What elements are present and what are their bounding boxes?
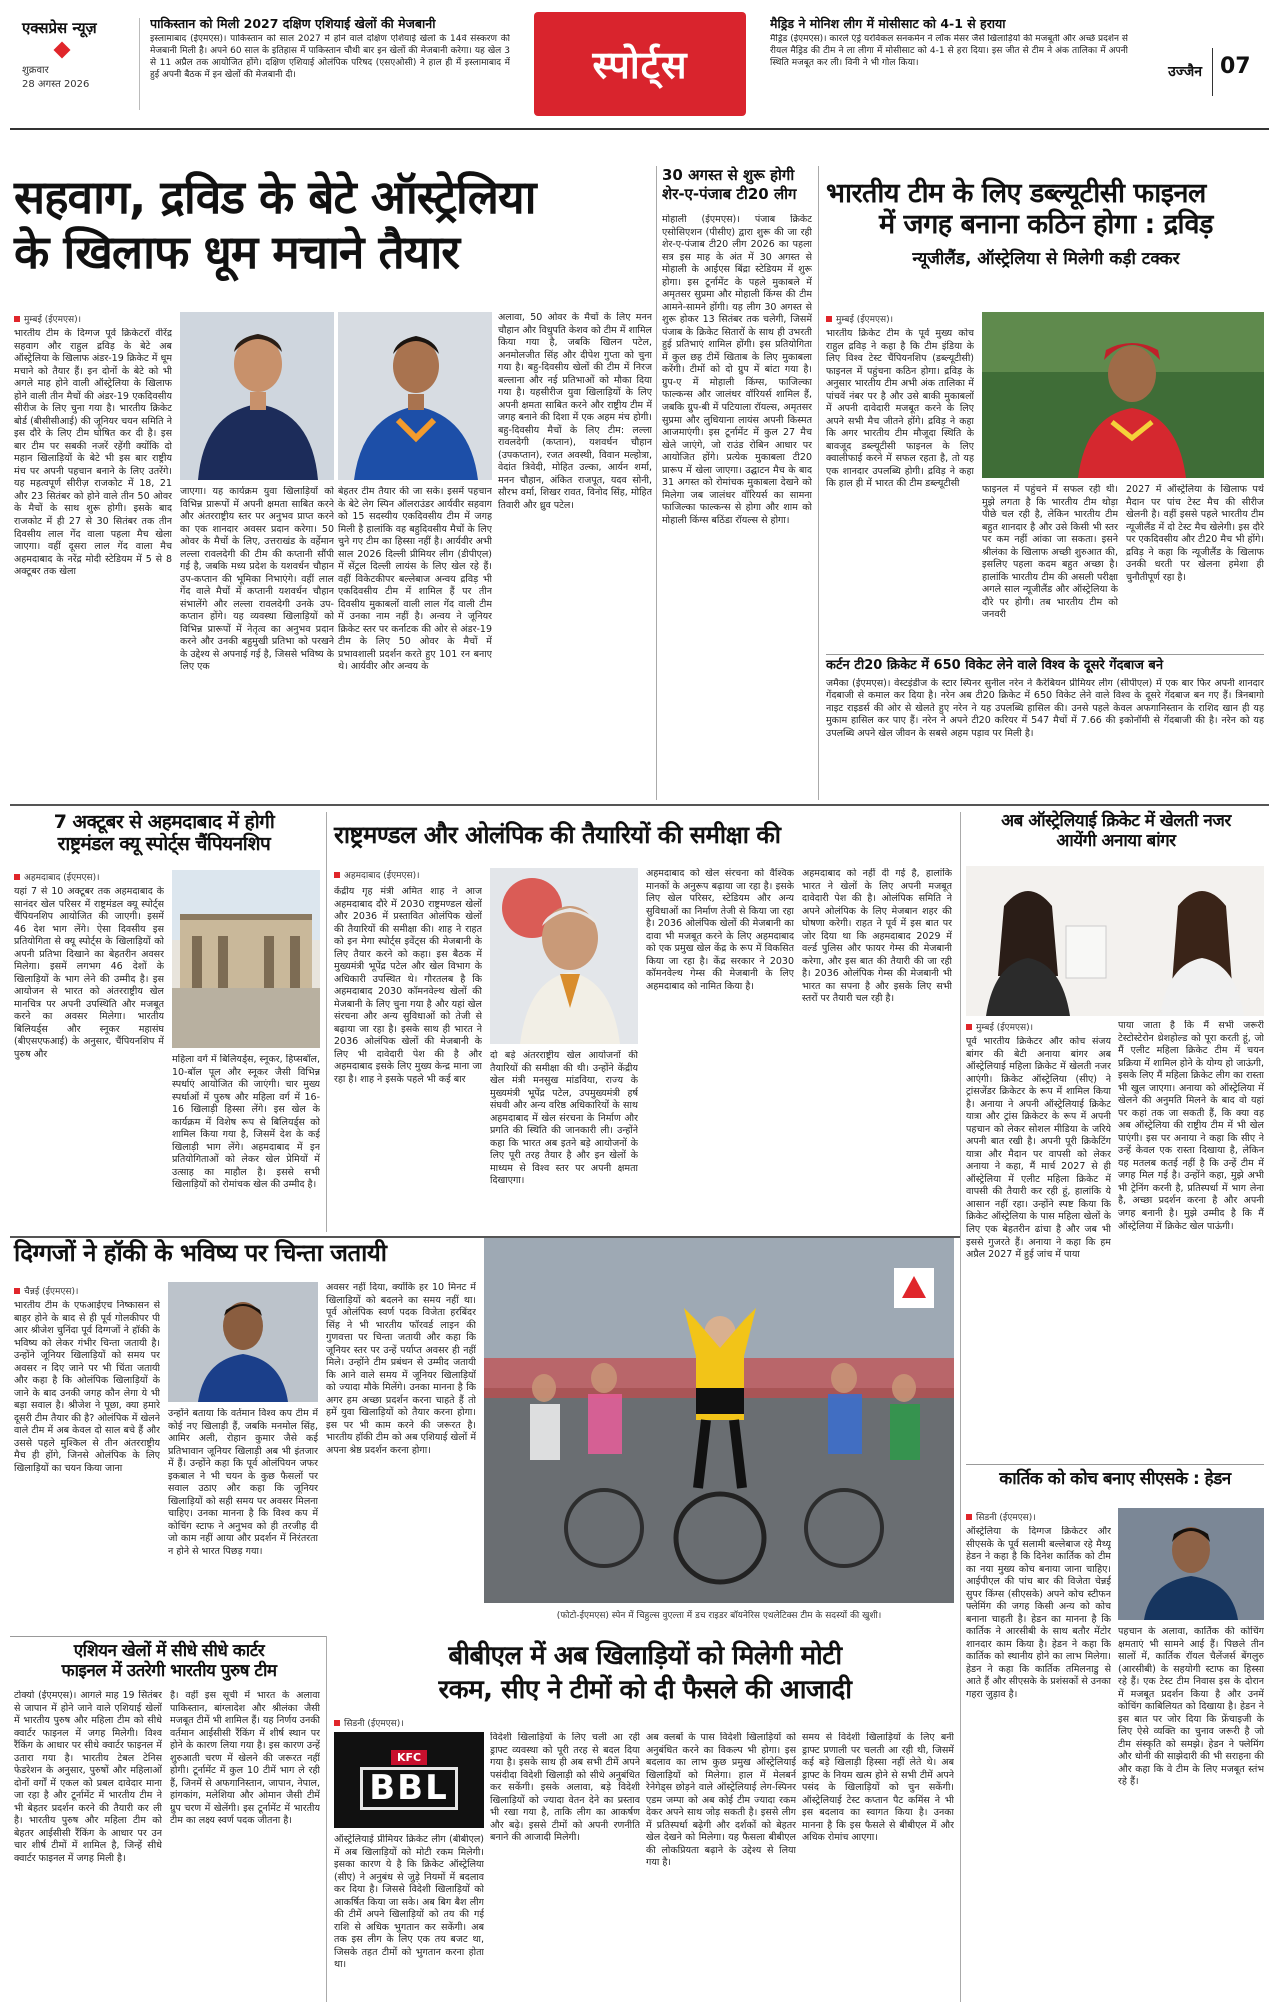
issue-day: शुक्रवार (22, 65, 49, 76)
byline-marker-icon (966, 1024, 972, 1030)
karthik-dateline: सिडनी (ईएमएस)। (976, 1513, 1036, 1523)
photo-karthik (1118, 1508, 1264, 1620)
brief-left (150, 16, 510, 116)
page-number: 07 (1220, 54, 1251, 79)
photo-sports-complex (172, 870, 320, 1048)
anaya-byline (966, 1020, 1033, 1037)
hockey-title: दिग्गजों ने हॉकी के भविष्य पर चिन्ता जतायी (14, 1239, 387, 1267)
olympic-review-headline (334, 822, 962, 850)
main-headline-line2: के खिलाफ धूम मचाने तैयार (14, 225, 460, 280)
dravid-col1: भारतीय क्रिकेट टीम के पूर्व मुख्य कोच राहुल द्रविड़ ने कहा है कि टीम इंडिया के लिए विश्व टेस्ट चैंपियनशिप (डब्ल्यूटीसी) फाइनल में पहुंचना कठिन होगा। द्रविड़ के अनुसार भारतीय टीम अभी अंक तालिका में पांचवें नंबर पर है और उसे बाकी मुकाबलों में अपनी दावेदारी मजबूत करने के लिए अपने सभी मैच जीतने होंगे। द्रविड़ ने कहा कि अगर भारतीय टीम मौजूदा स्थिति के बावजूद डब्ल्यूटीसी फाइनल के लिए क्वालीफाई करने में सफल रहता है, तो यह एक शानदार उपलब्धि होगी। द्रविड़ ने कहा कि हाल ही में भारत की टीम डब्ल्यूटीसी (826, 328, 974, 490)
punjab-league-headline (662, 166, 812, 204)
main-col3: बेहतर टीम तैयार की जा सके। इसमें पहचान के बेटे लेग स्पिन ऑलराउंडर आर्यवीर सहवाग को 15 सदस्यीय एकदिवसीय टीम में जगह मिली है हालांकि वह बहुदिवसीय मैचों के लिए चुने गए टीम का हिस्सा नहीं है। आर्यवीर अभी साल 2026 दिल्ली प्रीमियर लीग (डीपीएल) में सेंट्रल दिल्ली लायंस के लिए खेल रहे हैं। वहीं विकेटकीपर बल्लेबाज अन्वय द्रविड़ भी एकदिवसीय टीम में शामिल हैं पर तीन दिवसीय मुकाबलों वाली लाल गेंद वाली टीम में उनका नाम नहीं है। अन्वय ने जूनियर क्रिकेट स्तर पर कर्नाटक की ओर से अंडर-19 टीम के लिए 50 ओवर के मैचों में प्रभावशाली प्रदर्शन करते हुए 101 रन बनाए थे। आर्यवीर और अन्वय के (338, 486, 492, 673)
byline-marker-icon (14, 874, 20, 880)
dravid-headline (826, 178, 1266, 269)
bbl-headline-line1: बीबीएल में अब खिलाड़ियों को मिलेगी मोटी (448, 1641, 842, 1671)
hockey-col1: भारतीय टीम के एफआईएच निष्कासन से बाहर होने के बाद से ही पूर्व गोलकीपर पी आर श्रीजेश चुनिंदा पूर्व दिग्गजों ने हॉकी के भविष्य को लेकर गंभीर चिन्ता जतायी है। उन्होंने जूनियर खिलाड़ियों को समय पर अवसर न दिए जाने पर भी चिंता जतायी और कहा है कि ओलंपिक खिलाड़ियों के जाने के बाद उनकी जगह कौन लेगा ये भी बड़ा सवाल है। श्रीजेश ने पूछा, क्या हमारे दूसरी टीम तैयार की है? ओलंपिक में खेलने वाले टीम में अब केवल दो साल बचे हैं और उससे पहले मुश्किल से तीन अंतरराष्ट्रीय मैच ही होंगे, जिनसे ओलंपिक के लिए खिलाड़ियों का चयन किया जाना (14, 1300, 160, 1474)
olympic-review-col1: केंद्रीय गृह मंत्री अमित शाह ने आज अहमदाबाद दौरे में 2030 राष्ट्रमण्डल खेलों और 2036 में प्रस्तावित ओलंपिक खेलों की तैयारियों की समीक्षा की। शाह ने राहत को इन मेगा स्पोर्ट्स इवेंट्स की मेजबानी के लिए तैयार करने को कहा। इस बैठक में मुख्यमंत्री भूपेंद्र पटेल और खेल विभाग के अधिकारी उपस्थित थे। गौरतलब है कि अहमदाबाद 2030 कॉमनवेल्थ खेलों की मेजबानी के लिए चुना गया है और यहां खेल संरचना और अन्य सुविधाओं को तेजी से बढ़ाया जा रहा है। इसके साथ ही भारत ने 2036 ओलंपिक खेलों की मेजबानी के लिए भी दावेदारी पेश की है और अहमदाबाद इसके लिए मुख्य केन्द्र माना जा रहा है। शाह ने इसके पहले भी कई बार (334, 886, 482, 1085)
bbl-col3: समय से विदेशी खिलाड़ियों के लिए बनी ड्राफ्ट प्रणाली पर चलती आ रही थी, जिसमें कई बड़े खिलाड़ी हिस्सा नहीं लेते थे। अब ड्राफ्ट के नियम खत्म होने से सभी टीमें अपने पसंद के खिलाड़ियों को चुन सकेंगी। ऑस्ट्रेलियाई टेस्ट कप्तान पैट कमिंस ने भी इस बदलाव का स्वागत किया है। उनका मानना है कि इस फैसले से बीबीएल में और अधिक रोमांच आएगा। (802, 1732, 954, 1844)
dravid-headline-line1: भारतीय टीम के लिए डब्ल्यूटीसी फाइनल (826, 178, 1206, 209)
dravid-subheadline: न्यूजीलैंड, ऑस्ट्रेलिया से मिलेगी कड़ी टक्कर (912, 249, 1180, 270)
divider-h-asian (10, 1636, 326, 1637)
cue-sports-col1: यहां 7 से 10 अक्टूबर तक अहमदाबाद के सानंदर खेल परिसर में राष्ट्रमंडल क्यू स्पोर्ट्स चैंपियनशिप आयोजित की जाएगी। इसमें 46 देश भाग लेंगे। ऐसा दिवसीय इस प्रतियोगिता से क्यू स्पोर्ट्स के खिलाड़ियों को अपनी प्रतिभा दिखाने का बेहतरीन अवसर मिलेगा। इसमें लगभग 46 देशों के खिलाड़ियों के भाग लेने की उम्मीद है। इस आयोजन से भारत को अंतरराष्ट्रीय खेल मानचित्र पर अपनी उपस्थिति और मजबूत करने का अवसर मिलेगा। भारतीय बिलियर्ड्स और स्नूकर महासंघ (बीएसएफआई) के अनुसार, चैंपियनशिप में पुरुष और (14, 886, 164, 1060)
photo-anvay (338, 312, 492, 480)
divider-v3 (326, 812, 327, 1232)
photo-anaya-figure-icon (966, 866, 1264, 1016)
brief-left-title: पाकिस्तान को मिली 2027 दक्षिण एशियाई खेलों की मेजबानी (150, 16, 436, 31)
byline-marker-icon (826, 316, 832, 322)
divider-h-row1 (10, 804, 1269, 806)
hockey-col2: उन्होंने बताया कि वर्तमान विश्व कप टीम में कोई नए खिलाड़ी हैं, जबकि मनमोल सिंह, आमिर अली, रोहान कुमार जैसे कई प्रतिभावान जूनियर खिलाड़ी अब भी इंतजार में हैं। उन्होंने कहा कि पूर्व ओलंपियन जफर इकबाल ने भी चयन के कुछ फैसलों पर सवाल उठाए और कहा कि जूनियर खिलाड़ियों को सही समय पर अवसर मिलना चाहिए। उनका मानना है कि विश्व कप में कोचिंग स्टाफ ने अनुभव को ही तरजीह दी जो काम नहीं आया और प्रदर्शन में निरंतरता न होने से भारत पिछड़ गया। (168, 1408, 318, 1557)
divider-v4 (960, 812, 961, 2002)
anaya-headline-line2: आयेंगी अनाया बांगर (1056, 830, 1176, 851)
cycling-photo-caption: (फोटो-ईएमएस) स्पेन में चिहुल्स वुएल्ता में डच राइडर बॉयनेरिस एथलेटिक्स टीम के सदस्यों की खुशी। (556, 1611, 882, 1621)
karthik-col2: पहचान के अलावा, कार्तिक की कोचिंग क्षमताएं भी सामने आई हैं। पिछले तीन सालों में, कार्तिक रॉयल चैलेंजर्स बेंगलुरु (आरसीबी) के सहयोगी स्टाफ का हिस्सा रहे हैं। एक टेस्ट टीम निवास इस के दोरान में मजबूत प्रदर्शन किया है और उनमें कोचिंग काबिलियत को दिखाया है। हेडन ने इस बात पर जोर दिया कि फ्रेंचाइजी के लिए ऐसे व्यक्ति का चुनाव जरूरी है जो टीम संस्कृति को समझे। हेडन ने फ्लेमिंग और धोनी की साझेदारी की भी सराहना की और कहा कि वे टीम के लिए मजबूत स्तंभ रहे हैं। (1118, 1626, 1264, 1788)
dravid-col2: फाइनल में पहुंचने में सफल रही थी। मुझे लगता है कि भारतीय टीम थोड़ा पीछे चल रही है, लेकिन भारतीय टीम बहुत शानदार है और उसे किसी भी स्तर पर कम नहीं आंका जा सकता। इसने श्रीलंका के खिलाफ अच्छी शुरुआत की, इसलिए पहला कदम बहुत अच्छा है। हालांकि भारतीय टीम की असली परीक्षा अगले साल न्यूजीलैंड और ऑस्ट्रेलिया के दौरे पर होगी। तब भारतीय टीम को जनवरी (982, 484, 1118, 621)
photo-anaya (966, 866, 1264, 1016)
asian-games-col1: टोक्यो (ईएमएस)। आगले माह 19 सितंबर से जापान में होने जाने वाले एशियाई खेलों में भारतीय पुरुष और महिला टीम को सीधे क्वार्टर फाइनल में जगह मिलेगी। विश्व रैंकिंग के आधार पर सीधे क्वार्टर फाइनल में उतारा गया है। भारतीय टेबल टेनिस फेडरेशन के अनुसार, पुरुषों और महिलाओं दोनों वर्गों में एकल को प्रबल दावेदार माना जा रहा है और टूर्नामेंट में भारतीय टीम ने भी बेहतर प्रदर्शन करने की तैयारी कर ली है। भारतीय पुरुष और महिला टीम को बेहतर आईसीसी रैंकिंग के आधार पर उन चार शीर्ष टीमों में शामिल है, जिन्हें सीधे क्वार्टर फाइनल में जगह मिली है। (14, 1690, 162, 1864)
divider-v1 (656, 166, 657, 800)
karthik-col1: ऑस्ट्रेलिया के दिग्गज क्रिकेटर और सीएसके के पूर्व सलामी बल्लेबाज रहे मैथ्यू हेडन ने कहा है कि दिनेश कार्तिक को टीम का नया मुख्य कोच बनाया जाना चाहिए। आईपीएल की पांच बार की विजेता चेन्नई सुपर किंग्स (सीएसके) अपने कोच स्टीफन फ्लेमिंग की जगह किसी अन्य को कोच बनाना चाहती है। हेडन का मानना है कि कार्तिक ने आरसीबी के साथ बतौर मेंटोर शानदार काम किया है। हेडन ने कहा कि कार्तिक को स्थानीय होने का लाभ मिलेगा। हेडन ने कहा कि कार्तिक तमिलनाडु से आते हैं और सीएसके के प्रशंसकों से उनका गहरा जुड़ाव है। (966, 1526, 1111, 1700)
bbl-logo (334, 1732, 484, 1828)
anaya-dateline: मुम्बई (ईएमएस)। (976, 1023, 1033, 1033)
narine-box (826, 658, 1264, 798)
anaya-col2: पाया जाता है कि मैं सभी जरूरी टेस्टोस्टेरोन थ्रेशहोल्ड को पूरा करती हूं, जो मैं एलीट महिला क्रिकेट टीम में चयन प्रक्रिया में शामिल होने के योग्य हो जाऊंगी, इसके लिए मैं महिला क्रिकेट लीग का रास्ता भी खुल जाएगा। अनाया को ऑस्ट्रेलिया में खेलने की अनुमति मिलने के बाद वो यहां पर कहां तक जा सकती हैं, कि क्या वह अब ऑस्ट्रेलिया की राष्ट्रीय टीम में भी खेल पाएंगी। इस पर अनाया ने कहा कि सीए ने उन्हें केवल एक रास्ता दिखाया है, लेकिन यह मतलब कतई नहीं है कि उन्हें टीम में जगह मिल गई है। उन्होंने कहा, मुझे अभी भी ट्रेनिंग करनी है, प्रतिस्पर्धा में भाग लेना है, अच्छा प्रदर्शन करना है और अपनी जगह बनानी है। मुझे उम्मीद है कि मैं ऑस्ट्रेलिया में क्रिकेट खेल पाऊंगी। (1118, 1020, 1264, 1232)
divider-h-right (826, 654, 1264, 655)
anaya-col1: पूर्व भारतीय क्रिकेटर और कोच संजय बांगर की बेटी अनाया बांगर अब ऑस्ट्रेलियाई महिला क्रिकेट में खेलती नजर आएंगी। क्रिकेट ऑस्ट्रेलिया (सीए) ने ट्रांसजेंडर क्रिकेटर के रूप में शामिल किया है। अनाया ने अपनी ऑस्ट्रेलियाई क्रिकेट यात्रा और ट्रांस क्रिकेटर के रूप में अपनी पहचान को लेकर सोशल मीडिया के जरिये अपनी बात रखी है। अपनी पूरी क्रिकेटिंग यात्रा और मैदान पर वापसी को लेकर अनाया ने कहा, मैं मार्च 2027 से ही ऑस्ट्रेलिया में एलीट महिला क्रिकेट में वापसी की तैयारी कर रही हूं, हालांकि ये आसान नहीं रहा। उन्होंने स्पष्ट किया कि क्रिकेट ऑस्ट्रेलिया के पास महिला खेलों के लिए एक बेहतरीन ढांचा है और जब भी इससे गुजरते हैं। अनाया ने कहा कि हम अप्रैल 2027 में हुई जांच में पाया (966, 1036, 1111, 1261)
hockey-byline (14, 1284, 78, 1301)
asian-games-col2: है। वहीं इस सूची में भारत के अलावा पाकिस्तान, बांग्लादेश और श्रीलंका जैसी मजबूत टीमें भी शामिल हैं। यह निर्णय उनकी वर्तमान आईसीसी रैंकिंग में शीर्ष स्थान पर होने के कारण लिया गया है। इस कारण उन्हें शुरुआती चरण में खेलने की जरूरत नहीं होगी। टूर्नामेंट में कुल 10 टीमें भाग ले रही हैं, जिनमें से अफगानिस्तान, जापान, नेपाल, हांगकांग, मलेशिया और ओमान जैसी टीमें ग्रुप चरण में खेलेंगी। इस टूर्नामेंट में भारतीय टीम का लक्ष्य स्वर्ण पदक जीतना है। (170, 1690, 320, 1827)
photo-aryavir-figure-icon (180, 312, 334, 480)
cue-sports-byline (14, 870, 100, 887)
dravid-headline-line2: में जगह बनाना कठिन होगा : द्रविड़ (879, 209, 1213, 241)
cue-sports-dateline: अहमदाबाद (ईएमएस)। (24, 873, 100, 883)
brief-right-title: मैड्रिड ने मोनिश लीग में मोसीसाट को 4-1 से हराया (770, 16, 1006, 31)
main-headline-line1: सहवाग, द्रविड के बेटे ऑस्ट्रेलिया (14, 170, 536, 224)
brand-box (22, 18, 140, 110)
photo-dravid-figure-icon (982, 312, 1264, 478)
asian-games-headline-line2: फाइनल में उतरेगी भारतीय पुरुष टीम (61, 1660, 277, 1681)
header-divider (1212, 48, 1213, 96)
karthik-title: कार्तिक को कोच बनाए सीएसके : हेडन (999, 1469, 1231, 1489)
byline-marker-icon (334, 1720, 340, 1726)
byline-marker-icon (14, 316, 20, 322)
karthik-byline (966, 1510, 1036, 1527)
byline-marker-icon (966, 1514, 972, 1520)
bbl-dateline: सिडनी (ईएमएस)। (344, 1719, 404, 1729)
punjab-league-title: 30 अगस्त से शुरू होगी शेर-ए-पंजाब टी20 लीग (662, 166, 797, 203)
karthik-headline (966, 1470, 1264, 1490)
anaya-headline (966, 812, 1266, 851)
city-name: उज्जैन (1168, 64, 1202, 80)
byline-marker-icon (14, 1288, 20, 1294)
cue-sports-headline-line2: राष्ट्रमंडल क्यू स्पोर्ट्स चैंपियनशिप (57, 832, 271, 855)
main-col2: जाएगा। यह कार्यक्रम युवा खिलाड़ियों को विभिन्न प्रारूपों में अपनी क्षमता साबित करने और अंतरराष्ट्रीय स्तर पर अनुभव प्राप्त करने का एक शानदार अवसर प्रदान करेगा। 50 ओवर के मैचों के लिए, उत्तराखंड के वर्हेमान लल्ला रावलदेगी की टीम की कप्तानी सौंपी गई है, जबकि मध्य प्रदेश के यशवर्धन चौहान उप-कप्तान की भूमिका निभाएंगे। वहीं लाल गेंद वाले मैचों में कप्तानी यशवर्धन चौहान संभालेंगे और लल्ला रावलदेगी उनके उप-कप्तान होंगे। यह व्यवस्था खिलाड़ियों को विभिन्न प्रारूपों में नेतृत्व का अनुभव प्रदान करने और उनकी बहुमुखी प्रतिभा को परखने के उद्देश्य से अपनाई गई है, जिससे भविष्य के लिए एक (180, 486, 334, 673)
anaya-headline-line1: अब ऑस्ट्रेलियाई क्रिकेट में खेलती नजर (1001, 811, 1231, 831)
main-col4: अलावा, 50 ओवर के मैचों के लिए मनन चौहान और विधुपति केशव को टीम में शामिल किया गया है, जबकि खिलन पटेल, अनमोलजीत सिंह और दीपेश गुप्ता को चुना गया है। बहु-दिवसीय खेलों की टीम में निरज बल्लाना और नई प्रतिभाओं को मौका दिया गया है। यहसीरीज युवा खिलाड़ियों के लिए अपनी क्षमता साबित करने और राष्ट्रीय टीम में जगह बनाने की दिशा में एक अहम मंच होगी। बहु-दिवसीय मैचों के लिए टीम: लल्ला रावलदेगी (कप्तान), यशवर्धन चौहान (उपकप्तान), रजत अवस्थी, विवान मल्होत्रा, वेदांत त्रिवेदी, मोहित उल्का, आर्यन शर्मा, मनन चौहान, अंकित राजपूत, यदव सोनी, सौरभ वर्मा, शिखर रावत, विनोद सिंह, मोहित तिवारी और ध्रुव पटेल। (498, 312, 652, 511)
bbl-col2: अब क्लबों के पास विदेशी खिलाड़ियों को अनुबंधित करने का विकल्प भी होगा। इस बदलाव का लाभ कुछ प्रमुख ऑस्ट्रेलियाई खिलाड़ियों को मिलेगा। हाल में मेलबर्न रेनेगेड्स छोड़ने वाले ऑस्ट्रेलियाई लेग-स्पिनर एडम जम्पा को अब कोई टीम ज्यादा रकम देकर अपने साथ जोड़ सकती है। इससे लीग में प्रतिस्पर्धा बढ़ेगी और दर्शकों को बेहतर खेल देखने को मिलेगा। यह फैसला बीबीएल की लोकप्रियता बढ़ाने के उद्देश्य से लिया गया है। (646, 1732, 796, 1869)
bbl-byline (334, 1716, 404, 1733)
olympic-review-col4: अहमदाबाद को नहीं दी गई है, हालांकि भारत ने खेलों के लिए अपनी मजबूत दावेदारी पेश की है। ओलंपिक समिति ने अपने ओलंपिक के लिए मेजबान शहर की घोषणा करेगी। राहत ने पूर्व में इस बात पर जोर दिया था कि अहमदाबाद 2029 में वर्ल्ड पुलिस और फायर गेम्स की मेजबानी करेगा, और इस बात की तैयारी की जा रही है। 2036 ओलंपिक गेम्स की मेजबानी भी भारत का सपना है और इसके लिए सभी स्तरों पर तैयारी चल रही है। (802, 868, 952, 1005)
cue-sports-headline (14, 812, 314, 856)
bbl-logo-text: BBL (360, 1767, 458, 1810)
photo-sreejesh (168, 1282, 318, 1402)
photo-amit-shah-figure-icon (490, 868, 638, 1044)
header-rule (10, 128, 1269, 130)
brief-right (770, 16, 1128, 116)
bbl-col1: विदेशी खिलाड़ियों के लिए चली आ रही ड्राफ्ट व्यवस्था को पूरी तरह से बदल दिया गया है। इसके साथ ही अब सभी टीमें अपने पसंदीदा विदेशी खिलाड़ी को सीधे अनुबंधित कर सकेंगी। इसके अलावा, बड़े विदेशी खिलाड़ियों को ज्यादा वेतन देने का प्रस्ताव भी रखा गया है, ताकि लीग का आकर्षण और बढ़े। इससे टीमों को अपनी रणनीति बनाने की आजादी मिलेगी। (490, 1732, 640, 1844)
masthead (22, 12, 1262, 130)
photo-anvay-figure-icon (338, 312, 492, 480)
brief-right-text: मैड्रिड (ईएमएस)। कारले एंड्रे यरविंकल सनकर्मन ने लॉक मेंसर जैसे खिलाड़ियों की मजबूती और अच्छे प्रदर्शन से रीयल मैड्रिड की टीम ने ला लीगा में मोसीसाट को 4-1 से हरा दिया। इस जीत से टीम ने अंक तालिका में अपनी स्थिति मजबूत कर ली। विनी ने भी गोल किया। (770, 34, 1128, 68)
olympic-review-title: राष्ट्रमण्डल और ओलंपिक की तैयारियों की समीक्षा की (334, 821, 781, 849)
divider-v2 (818, 166, 819, 800)
dravid-byline (826, 312, 893, 329)
punjab-league-text: मोहाली (ईएमएस)। पंजाब क्रिकेट एसोसिएशन (पीसीए) द्वारा शुरू की जा रही शेर-ए-पंजाब टी20 लीग 2026 का पहला सत्र इस माह के अंत में 30 अगस्त से मोहाली के आईएस बिंद्रा स्टेडियम में शुरू होगा। इस टूर्नामेंट के पहले मुकाबले में अमृतसर सुप्रमा और मोहाली किंग्स की टीम आमने-सामने होंगी। यह लीग 30 अगस्त से शुरू होकर 13 सितंबर तक चलेगी, जिसमें पंजाब के क्रिकेट सितारों के साथ ही उभरती हुई प्रतिभाएं शामिल होंगी। इस प्रतियोगिता में कुल छह टीमें खिताब के लिए मुकाबला करेंगी। टीमों को दो ग्रुप में बांटा गया है। ग्रुप-ए में मोहाली किंग्स, फाजिल्का फाल्कन्स और जालंधर वॉरियर्स शामिल हैं, जबकि ग्रुप-बी में पटियाला रॉयल्स, अमृतसर सुप्रमा और लुधियाना लायंस अपनी किस्मत आजमाएंगी। इस टूर्नामेंट में कुल 27 मैच खेले जाएंगे, जो राउंड रोबिन आधार पर आयोजित होंगे। प्रत्येक मुकाबला टी20 प्रारूप में खेला जाएगा। उद्घाटन मैच के बाद 31 अगस्त को रोमांचक मुकाबला देखने को मिलेगा जब जालंधर वॉरियर्स का सामना फाजिल्का फाल्कन्स से होगा और शाम को मोहाली किंग्स बठिंडा रॉयल्स से होगा। (662, 214, 812, 526)
issue-date: 28 अगस्त 2026 (22, 79, 90, 90)
olympic-review-col3: अहमदाबाद को खेल संरचना को वैश्विक मानकों के अनुरूप बढ़ाया जा रहा है। इसके लिए खेल परिसर, स्टेडियम और अन्य सुविधाओं का निर्माण तेजी से किया जा रहा है। 2036 ओलंपिक खेलों की मेजबानी का दावा भी मजबूत करने के लिए अहमदाबाद को एक प्रमुख खेल केंद्र के रूप में विकसित किया जा रहा है। केंद्र सरकार ने 2030 कॉमनवेल्थ गेम्स की मेजबानी के लिए अहमदाबाद को नामित किया है। (646, 868, 794, 992)
olympic-review-byline (334, 868, 420, 885)
main-dateline: मुम्बई (ईएमएस)। (24, 315, 81, 325)
asian-games-headline-line1: एशियन खेलों में सीधे सीधे कार्टर (73, 1641, 265, 1661)
brand-name: एक्सप्रेस न्यूज़ (22, 19, 97, 37)
dravid-dateline: मुम्बई (ईएमएस)। (836, 315, 893, 325)
photo-cycling-race-scene-icon (484, 1238, 954, 1603)
bbl-headline (334, 1640, 956, 1708)
brief-left-text: इस्लामाबाद (ईएमएस)। पाकिस्तान को साल 2027 में होने वाले दक्षिण एशियाई खेलों के 14वें संस्करण की मेजबानी मिली है। अपने 60 साल के इतिहास में पाकिस्तान चौथी बार इन खेलों की मेजबानी करेगा। यह खेल 3 से 11 अप्रैल तक आयोजित होंगे। दक्षिण एशियाई ओलंपिक परिषद (एसएओसी) ने हाल ही में इस्लामाबाद में हुई अपनी बैठक में इन खेलों की मेजबानी दी। (150, 34, 510, 80)
photo-aryavir (180, 312, 334, 480)
photo-sports-complex-building-icon (172, 870, 320, 1048)
main-byline (14, 312, 81, 329)
narine-title: कर्टन टी20 क्रिकेट में 650 विकेट लेने वाले विश्व के दूसरे गेंदबाज बने (826, 658, 1164, 673)
olympic-review-dateline: अहमदाबाद (ईएमएस)। (344, 871, 420, 881)
photo-karthik-figure-icon (1118, 1508, 1264, 1620)
narine-text: जमैका (ईएमएस)। वेस्टइंडीज के स्टार स्पिनर सुनील नरेन ने कैरेबियन प्रीमियर लीग (सीपीएल) में एक बार फिर अपनी शानदार गेंदबाजी से कमाल कर दिया है। नरेन अब टी20 क्रिकेट में 650 विकेट लेने वाले विश्व के दूसरे गेंदबाज बन गए हैं। त्रिनबागो नाइट राइडर्स की ओर से खेलते हुए नरेन ने यह उपलब्धि हासिल की। उनसे पहले केवल अफगानिस्तान के राशिद खान ही यह मुकाम हासिल कर पाए हैं। नरेन ने अपने टी20 करियर में 547 मैचों में 7.66 की इकोनॉमी से गेंदबाजी की है। नरेन को यह उपलब्धि अपने खेल जीवन के सबसे अहम पड़ाव पर मिली है। (826, 677, 1264, 739)
section-title: स्पोर्ट्स (592, 43, 688, 87)
photo-sreejesh-figure-icon (168, 1282, 318, 1402)
photo-amit-shah (490, 868, 638, 1044)
dravid-col3: 2027 में ऑस्ट्रेलिया के खिलाफ पर्थ मैदान पर पांच टेस्ट मैच की सीरीज खेलनी है। वहीं इससे पहले भारतीय टीम न्यूजीलैंड में दो टेस्ट मैच खेलेगी। इस दौरे पर एकदिवसीय और टी20 मैच भी होंगे। द्रविड़ ने कहा कि न्यूजीलैंड के खिलाफ उनकी धरती पर खेलना हमेशा ही चुनौतीपूर्ण रहा है। (1126, 484, 1264, 583)
main-headline (14, 170, 644, 280)
olympic-review-col2: दो बड़े अंतरराष्ट्रीय खेल आयोजनों की तैयारियों की समीक्षा की थी। उन्होंने केंद्रीय खेल मंत्री मनसुख मांडविया, राज्य के मुख्यमंत्री भूपेंद्र पटेल, उपमुख्यमंत्री हर्ष संघवी और अन्य वरिष्ठ अधिकारियों के साथ अहमदाबाद में खेल संरचना के निर्माण और प्रगति की स्थिति की जानकारी ली। उन्होंने कहा कि भारत अब इतने बड़े आयोजनों के लिए पूरी तरह तैयार है और इन खेलों के माध्यम से विश्व स्तर पर अपनी क्षमता दिखाएगा। (490, 1050, 638, 1187)
section-banner (534, 12, 746, 116)
hockey-col3: अवसर नहीं दिया, क्योंकि हर 10 मिनट में खिलाड़ियों को बदलने का समय नहीं था। पूर्व ओलंपिक स्वर्ण पदक विजेता हरबिंदर सिंह ने भी भारतीय फॉरवर्ड लाइन की गुणवत्ता पर चिन्ता जतायी और कहा कि जूनियर स्तर पर उन्हें पर्याप्त अवसर ही नहीं मिले। उन्होंने टीम प्रबंधन से उम्मीद जतायी कि आने वाले समय में जूनियर खिलाड़ियों को ज्यादा मौके मिलेंगे। उनका मानना है कि अगर हम अच्छा प्रदर्शन करना चाहते हैं तो हमें युवा खिलाड़ियों को तैयार करना होगा। इस पर भी काम करने की जरूरत है। भारतीय हॉकी टीम को अब एशियाई खेलों में अपना श्रेष्ठ प्रदर्शन करना होगा। (326, 1282, 476, 1456)
asian-games-headline (14, 1642, 324, 1681)
main-col1: भारतीय टीम के दिग्गज पूर्व क्रिकेटरों वीरेंद्र सहवाग और राहुल द्रविड़ के बेटे अब ऑस्ट्रेलिया के खिलाफ अंडर-19 क्रिकेट में धूम मचाने को तैयार हैं। इन दोनों के बेटे को भी अगले माह होने वाली ऑस्ट्रेलिया के खिलाफ होने वाली तीन मैचों की अंडर-19 एकदिवसीय सीरीज के लिए चुना गया है। भारतीय क्रिकेट बोर्ड (बीसीसीआई) की जूनियर चयन समिति ने इस दौरे के लिए टीम घोषित कर दी है। इस बार टीम पर सबकी नजरें रहेंगी क्योंकि दो महान खिलाड़ियों के बेटे भी इस बार राष्ट्रीय मंच पर अपनी पहचान बनाने के लिए उतरेंगे। यह महत्वपूर्ण सीरीज़ राजकोट में 18, 21 और 23 सितंबर को होने वाले तीन 50 ओवर के मैचों के साथ शुरू होगी। इसके बाद राजकोट में ही 27 से 30 सितंबर तक तीन दिवसीय लाल गेंद वाला पहला मैच खेला जाएगा। वहीं दूसरा लाल गेंद वाला मैच अहमदाबाद के नरेंद्र मोदी स्टेडियम में 5 से 8 अक्टूबर तक खेला (14, 328, 172, 578)
bbl-logo-sponsor: KFC (391, 1750, 427, 1765)
divider-v5 (326, 1636, 327, 2002)
divider-h-karthik (966, 1464, 1264, 1465)
hockey-dateline: चैन्नई (ईएमएस)। (24, 1287, 79, 1297)
cue-sports-headline-line1: 7 अक्टूबर से अहमदाबाद में होगी (53, 811, 275, 833)
cue-sports-col2: महिला वर्ग में बिलियर्ड्स, स्नूकर, हिप्सबॉल, 10-बॉल पूल और स्नूकर जैसी विभिन्न स्पर्धाएं आयोजित की जाएंगी। चार मुख्य स्पर्धाओं में पुरुष और महिला वर्ग में 16-16 खिलाड़ी हिस्सा लेंगे। इस खेल के कार्यक्रम में विशेष रूप से बिलियर्ड्स को शामिल किया गया है, जिसमें देश के कई खिलाड़ी भाग लेंगे। अहमदाबाद में इन प्रतियोगिताओं को लेकर खेल प्रेमियों में उत्साह का माहौल है। इससे सभी खिलाड़ियों को रोमांचक खेल की उम्मीद है। (172, 1054, 320, 1191)
brand-logo-icon (54, 42, 71, 59)
hockey-headline (14, 1240, 474, 1268)
byline-marker-icon (334, 872, 340, 878)
bbl-headline-line2: रकम, सीए ने टीमों को दी फैसले की आजादी (438, 1674, 852, 1705)
photo-dravid (982, 312, 1264, 478)
photo-cycling-race (484, 1238, 954, 1603)
bbl-col0: ऑस्ट्रेलियाई प्रीमियर क्रिकेट लीग (बीबीएल) में अब खिलाड़ियों को मोटी रकम मिलेगी। इसका कारण ये है कि क्रिकेट ऑस्ट्रेलिया (सीए) ने अनुबंध से जुड़े नियमों में बदलाव कर दिया है। जिससे विदेशी खिलाड़ियों को आकर्षित किया जा सके। अब बिग बैश लीग की टीमें अपने खिलाड़ियों को तय की गई राशि से अधिक भुगतान कर सकेंगी। अब तक इस लीग के लिए एक तय बजट था, जिसके तहत टीमों को भुगतान करना होता था। (334, 1834, 484, 1971)
